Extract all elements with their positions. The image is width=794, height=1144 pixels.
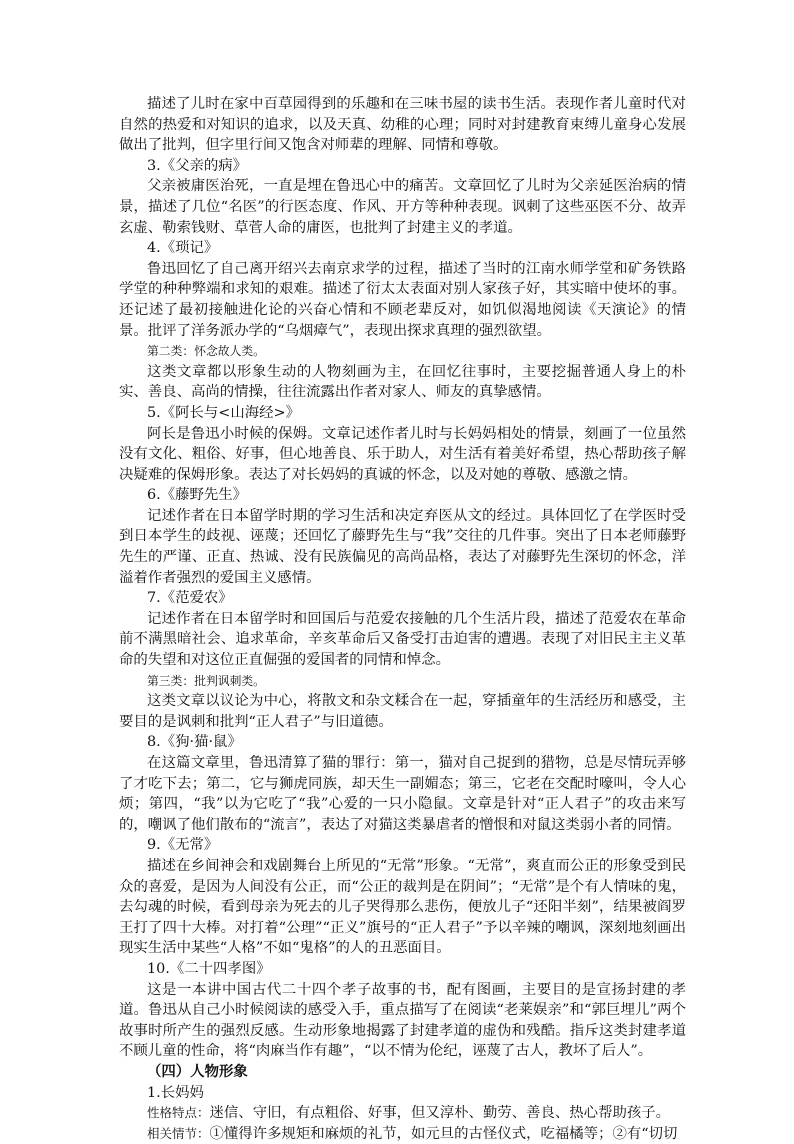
essay-heading: 5.《阿长与<山海经>》 xyxy=(147,404,300,421)
trait-label: 性格特点： xyxy=(147,1105,210,1121)
plot-line xyxy=(119,1124,686,1144)
paragraph: 鲁迅回忆了自己离开绍兴去南京求学的过程，描述了当时的江南水师学堂和矿务铁路学堂的种种弊端和求知的艰难。描述了衍太太表面对别人家孩子好，其实暗中使坏的事。还记述了最初接触进化论的兴奋心情和不顾老辈反对，如饥似渴地阅读《天演论》的情景。批评了洋务派办学的“乌烟瘴气”，表现出探求真理的强烈欲望。 xyxy=(119,260,686,339)
trait-text: 迷信、守旧，有点粗俗、好事，但又淳朴、勤劳、善良、热心帮助孩子。 xyxy=(209,1105,671,1122)
essay-heading: 6.《藤野先生》 xyxy=(147,487,248,504)
paragraph: 描述了儿时在家中百草园得到的乐趣和在三味书屋的读书生活。表现作者儿童时代对自然的热爱和对知识的追求，以及天真、幼稚的心理；同时对封建教育束缚儿童身心发展做出了批判，但字里行间又饱含对师辈的理解、同情和尊敬。 xyxy=(119,96,686,154)
category-heading: 第二类：怀念故人类。 xyxy=(147,344,265,359)
paragraph: 这类文章以议论为中心，将散文和杂文糅合在一起，穿插童年的生活经历和感受，主要目的是讽刺和批判“正人君子”与旧道德。 xyxy=(119,693,686,730)
essay-heading: 3.《父亲的病》 xyxy=(147,157,248,174)
category-heading: 第三类：批判讽刺类。 xyxy=(147,673,265,688)
essay-heading: 8.《狗·猫·鼠》 xyxy=(147,734,242,751)
character-heading: 1.长妈妈 xyxy=(147,1084,204,1101)
paragraph: 记述作者在日本留学时和回国后与范爱农接触的几个生活片段，描述了范爱农在革命前不满黑暗社会、追求革命，辛亥革命后又备受打击迫害的遭遇。表现了对旧民主主义革命的失望和对这位正直倔强的爱国者的同情和悼念。 xyxy=(119,610,686,669)
paragraph: 父亲被庸医治死，一直是埋在鲁迅心中的痛苦。文章回忆了儿时为父亲延医治病的情景，描述了几位“名医”的行医态度、作风、开方等种种表现。讽刺了这些巫医不分、故弄玄虚、勒索钱财、草菅人命的庸医，也批判了封建主义的孝道。 xyxy=(119,178,686,236)
essay-heading: 4.《琐记》 xyxy=(147,240,219,257)
trait-line xyxy=(119,1103,686,1124)
paragraph: 这类文章都以形象生动的人物刻画为主，在回忆往事时，主要挖掘普通人身上的朴实、善良、高尚的情操，往往流露出作者对家人、师友的真挚感情。 xyxy=(119,363,686,401)
paragraph: 这是一本讲中国古代二十四个孝子故事的书，配有图画，主要目的是宣扬封建的孝道。鲁迅从自己小时候阅读的感受入手，重点描写了在阅读“老莱娱亲”和“郭巨埋儿”两个故事时所产生的强烈反感。生动形象地揭露了封建孝道的虚伪和残酷。指斥这类封建孝道不顾儿童的性命，将“肉麻当作有趣”，“以不情为伦纪，诬蔑了古人，教坏了后人”。 xyxy=(119,981,686,1060)
plot-text: ①懂得许多规矩和麻烦的礼节，如元旦的古怪仪式，吃福橘等；②有“切切 xyxy=(209,1125,678,1142)
paragraph: 在这篇文章里，鲁迅清算了猫的罪行：第一，猫对自己捉到的猎物，总是尽情玩弄够了才吃下去；第二，它与狮虎同族，却天生一副媚态；第三，它老在交配时嚎叫，令人心烦；第四，“我”以为它吃了“我”心爱的一只小隐鼠。文章是针对“正人君子”的攻击来写的，嘲讽了他们散布的“流言”，表达了对猫这类暴虐者的憎恨和对鼠这类弱小者的同情。 xyxy=(119,755,686,833)
essay-heading: 9.《无常》 xyxy=(147,837,219,854)
essay-heading: 10.《二十四孝图》 xyxy=(147,960,271,977)
document-page xyxy=(119,94,686,1144)
plot-label: 相关情节： xyxy=(147,1125,210,1141)
section-heading: （四）人物形象 xyxy=(147,1062,248,1080)
paragraph: 描述在乡间神会和戏剧舞台上所见的“无常”形象。“无常”，爽直而公正的形象受到民众的喜爱，是因为人间没有公正，而“公正的裁判是在阴间”；“无常”是个有人情味的鬼，去勾魂的时候，看到母亲为死去的儿子哭得那么悲伤，便放儿子“还阳半刻”，结果被阎罗王打了四十大棒。对打着“公理”“正义”旗号的“正人君子”予以辛辣的嘲讽，深刻地刻画出现实生活中某些“人格”不如“鬼格”的人的丑恶面目。 xyxy=(119,857,686,957)
essay-heading: 7.《范爱农》 xyxy=(147,590,233,607)
paragraph: 阿长是鲁迅小时候的保姆。文章记述作者儿时与长妈妈相处的情景，刻画了一位虽然没有文化、粗俗、好事，但心地善良、乐于助人，对生活有着美好希望，热心帮助孩子解决疑难的保姆形象。表达了对长妈妈的真诚的怀念，以及对她的尊敬、感激之情。 xyxy=(119,425,686,483)
paragraph: 记述作者在日本留学时期的学习生活和决定弃医从文的经过。具体回忆了在学医时受到日本学生的歧视、诬蔑；还回忆了藤野先生与“我”交往的几件事。突出了日本老师藤野先生的严谨、正直、热诚、没有民族偏见的高尚品格，表达了对藤野先生深切的怀念，洋溢着作者强烈的爱国主义感情。 xyxy=(119,507,686,586)
